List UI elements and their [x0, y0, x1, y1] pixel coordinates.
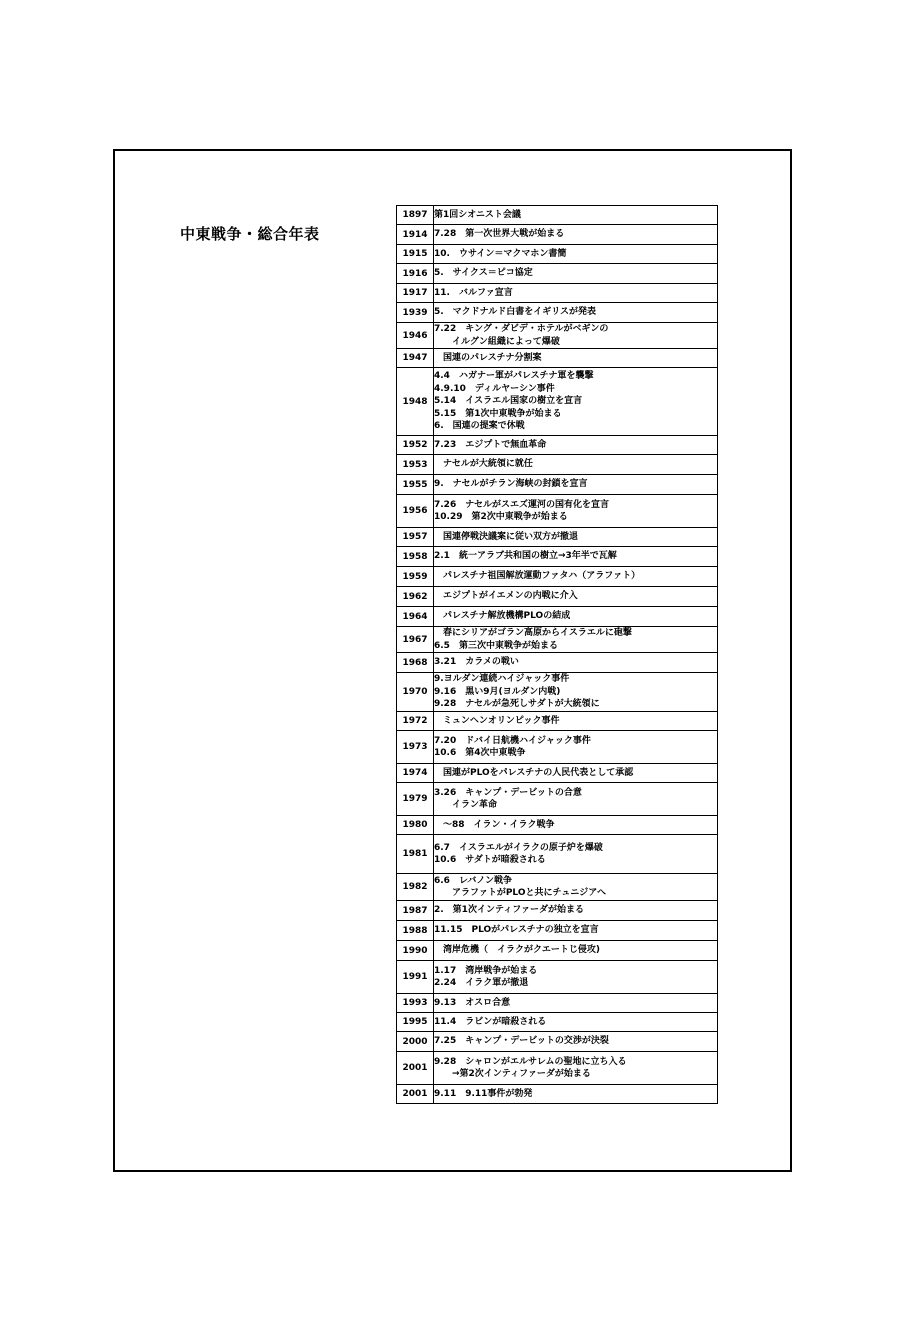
events-cell [434, 712, 718, 731]
event-line: 7.20 ドバイ日航機ハイジャック事件 [434, 735, 591, 746]
event-line: 7.28 第一次世界大戦が始まる [434, 229, 565, 240]
year-cell: 1981 [397, 835, 434, 874]
event-line: 国連のパレスチナ分割案 [434, 352, 542, 363]
event-line: 9.11 9.11事件が勃発 [434, 1088, 533, 1099]
events-cell [434, 783, 718, 816]
event-line: →第2次インティファーダが始まる [434, 1069, 591, 1079]
events-cell [434, 627, 718, 653]
timeline-row [397, 816, 718, 835]
timeline-row [397, 368, 718, 436]
year-cell: 1993 [397, 994, 434, 1013]
events-cell [434, 921, 718, 941]
event-line: 9.16 黒い9月(ヨルダン内戦) [434, 686, 561, 697]
events-cell [434, 349, 718, 368]
timeline-row [397, 567, 718, 587]
year-cell: 1953 [397, 455, 434, 475]
year-cell: 1990 [397, 941, 434, 961]
event-line: ～88 イラン・イラク戦争 [434, 819, 555, 830]
event-line: 4.9.10 ディルヤーシン事件 [434, 383, 555, 394]
year-cell: 2000 [397, 1032, 434, 1052]
event-line: 3.21 カラメの戦い [434, 657, 519, 668]
events-cell [434, 225, 718, 245]
events-cell [434, 264, 718, 284]
event-line: 11. バルファ宣言 [434, 287, 513, 298]
event-line: 5.14 イスラエル国家の樹立を宣言 [434, 396, 583, 407]
event-line: 9.ヨルダン連続ハイジャック事件 [434, 674, 570, 685]
page-title: 中東戦争・総合年表 [180, 225, 320, 243]
timeline-row [397, 941, 718, 961]
timeline-row [397, 547, 718, 567]
year-cell: 1974 [397, 764, 434, 783]
year-cell: 1988 [397, 921, 434, 941]
event-line: 7.22 キング・ダビデ・ホテルがベギンの [434, 324, 609, 334]
event-line: 2. 第1次インティファーダが始まる [434, 905, 585, 916]
event-line: 7.26 ナセルがスエズ運河の国有化を宣言 [434, 499, 610, 510]
event-line: 3.26 キャンプ・デービットの合意 [434, 787, 582, 798]
year-cell: 1915 [397, 245, 434, 264]
event-line: 10. ウサイン＝マクマホン書簡 [434, 248, 567, 259]
event-line: 6. 国連の提案で休戦 [434, 421, 525, 432]
timeline-row [397, 1013, 718, 1032]
timeline-row [397, 455, 718, 475]
events-cell [434, 567, 718, 587]
timeline-row [397, 225, 718, 245]
timeline-row [397, 731, 718, 764]
year-cell: 1987 [397, 901, 434, 921]
timeline-row [397, 1085, 718, 1104]
event-line: 2.24 イラク軍が撤退 [434, 978, 529, 988]
timeline-row [397, 901, 718, 921]
timeline-row [397, 528, 718, 547]
timeline-row [397, 475, 718, 495]
year-cell: 1959 [397, 567, 434, 587]
timeline-row [397, 245, 718, 264]
timeline-row [397, 323, 718, 349]
timeline-row [397, 673, 718, 712]
event-line: 5.15 第1次中東戦争が始まる [434, 408, 562, 419]
event-line: 5. サイクス＝ピコ協定 [434, 268, 533, 279]
timeline-row [397, 835, 718, 874]
event-line: 9.28 シャロンがエルサレムの聖地に立ち入る [434, 1056, 627, 1067]
events-cell [434, 495, 718, 528]
event-line: 春にシリアがゴラン高原からイスラエルに砲撃 [434, 628, 632, 638]
event-line: アラファトがPLOと共にチュニジアへ [434, 888, 607, 898]
event-line: 2.1 統一アラブ共和国の樹立→3年半で瓦解 [434, 551, 617, 562]
event-line: 7.23 エジプトで無血革命 [434, 439, 547, 450]
timeline-row [397, 349, 718, 368]
timeline-row [397, 653, 718, 673]
event-line: 9. ナセルがチラン海峡の封鎖を宣言 [434, 479, 588, 490]
year-cell: 1917 [397, 284, 434, 303]
timeline-row [397, 994, 718, 1013]
events-cell [434, 1032, 718, 1052]
year-cell: 1964 [397, 607, 434, 627]
year-cell: 2001 [397, 1052, 434, 1085]
event-line: 10.6 サダトが暗殺される [434, 855, 546, 865]
timeline-row [397, 587, 718, 607]
year-cell: 1982 [397, 874, 434, 901]
year-cell: 1970 [397, 673, 434, 712]
timeline-table [396, 205, 718, 1104]
timeline-row [397, 607, 718, 627]
timeline-row [397, 874, 718, 901]
year-cell: 1948 [397, 368, 434, 436]
event-line: 6.7 イスラエルがイラクの原子炉を爆破 [434, 842, 603, 853]
year-cell: 1914 [397, 225, 434, 245]
event-line: 9.13 オスロ合意 [434, 997, 511, 1008]
event-line: 10.6 第4次中東戦争 [434, 748, 526, 758]
events-cell [434, 994, 718, 1013]
timeline-body [397, 206, 718, 1104]
year-cell: 1962 [397, 587, 434, 607]
event-line: イラン革命 [434, 800, 498, 810]
events-cell [434, 245, 718, 264]
timeline-row [397, 764, 718, 783]
event-line: 5. マクドナルド白書をイギリスが発表 [434, 307, 597, 318]
events-cell [434, 816, 718, 835]
events-cell [434, 368, 718, 436]
timeline-row [397, 206, 718, 225]
events-cell [434, 206, 718, 225]
year-cell: 1956 [397, 495, 434, 528]
event-line: 4.4 ハガナー軍がパレスチナ軍を襲撃 [434, 371, 594, 382]
year-cell: 1980 [397, 816, 434, 835]
year-cell: 1946 [397, 323, 434, 349]
events-cell [434, 1013, 718, 1032]
events-cell [434, 653, 718, 673]
event-line: パレスチナ祖国解放運動ファタハ（アラファト） [434, 571, 641, 582]
events-cell [434, 1085, 718, 1104]
timeline-row [397, 436, 718, 455]
event-line: 国連停戦決議案に従い双方が撤退 [434, 531, 579, 542]
events-cell [434, 1052, 718, 1085]
events-cell [434, 528, 718, 547]
event-line: 国連がPLOをパレスチナの人民代表として承認 [434, 767, 634, 778]
event-line: 湾岸危機（ イラクがクエートじ侵攻) [434, 945, 600, 956]
events-cell [434, 607, 718, 627]
year-cell: 1958 [397, 547, 434, 567]
events-cell [434, 436, 718, 455]
timeline-row [397, 1052, 718, 1085]
year-cell: 2001 [397, 1085, 434, 1104]
events-cell [434, 323, 718, 349]
events-cell [434, 455, 718, 475]
year-cell: 1955 [397, 475, 434, 495]
event-line: 11.15 PLOがパレスチナの独立を宣言 [434, 925, 599, 936]
year-cell: 1967 [397, 627, 434, 653]
year-cell: 1991 [397, 961, 434, 994]
timeline-row [397, 303, 718, 323]
event-line: ミュンヘンオリンピック事件 [434, 715, 560, 726]
timeline-row [397, 921, 718, 941]
event-line: ナセルが大統領に就任 [434, 459, 533, 470]
events-cell [434, 901, 718, 921]
year-cell: 1897 [397, 206, 434, 225]
events-cell [434, 764, 718, 783]
timeline-row [397, 284, 718, 303]
timeline-row [397, 783, 718, 816]
event-line: 6.6 レバノン戦争 [434, 875, 512, 886]
year-cell: 1957 [397, 528, 434, 547]
year-cell: 1973 [397, 731, 434, 764]
event-line: 7.25 キャンプ・デービットの交渉が決裂 [434, 1036, 609, 1047]
events-cell [434, 874, 718, 901]
events-cell [434, 731, 718, 764]
event-line: パレスチナ解放機構PLOの結成 [434, 611, 571, 622]
year-cell: 1995 [397, 1013, 434, 1032]
timeline-row [397, 627, 718, 653]
year-cell: 1916 [397, 264, 434, 284]
event-line: 10.29 第2次中東戦争が始まる [434, 512, 568, 522]
year-cell: 1952 [397, 436, 434, 455]
events-cell [434, 284, 718, 303]
event-line: 1.17 湾岸戦争が始まる [434, 965, 538, 976]
events-cell [434, 673, 718, 712]
events-cell [434, 475, 718, 495]
events-cell [434, 835, 718, 874]
events-cell [434, 941, 718, 961]
event-line: 6.5 第三次中東戦争が始まる [434, 640, 558, 651]
events-cell [434, 961, 718, 994]
event-line: 9.28 ナセルが急死しサダトが大統領に [434, 699, 600, 710]
timeline-row [397, 495, 718, 528]
year-cell: 1939 [397, 303, 434, 323]
year-cell: 1979 [397, 783, 434, 816]
year-cell: 1947 [397, 349, 434, 368]
timeline-row [397, 961, 718, 994]
event-line: エジプトがイエメンの内戦に介入 [434, 591, 578, 602]
events-cell [434, 303, 718, 323]
timeline-row [397, 1032, 718, 1052]
events-cell [434, 587, 718, 607]
events-cell [434, 547, 718, 567]
event-line: 第1回シオニスト会議 [434, 209, 521, 220]
timeline-row [397, 264, 718, 284]
year-cell: 1972 [397, 712, 434, 731]
event-line: イルグン組織によって爆破 [434, 336, 560, 347]
event-line: 11.4 ラビンが暗殺される [434, 1016, 547, 1027]
timeline-row [397, 712, 718, 731]
year-cell: 1968 [397, 653, 434, 673]
